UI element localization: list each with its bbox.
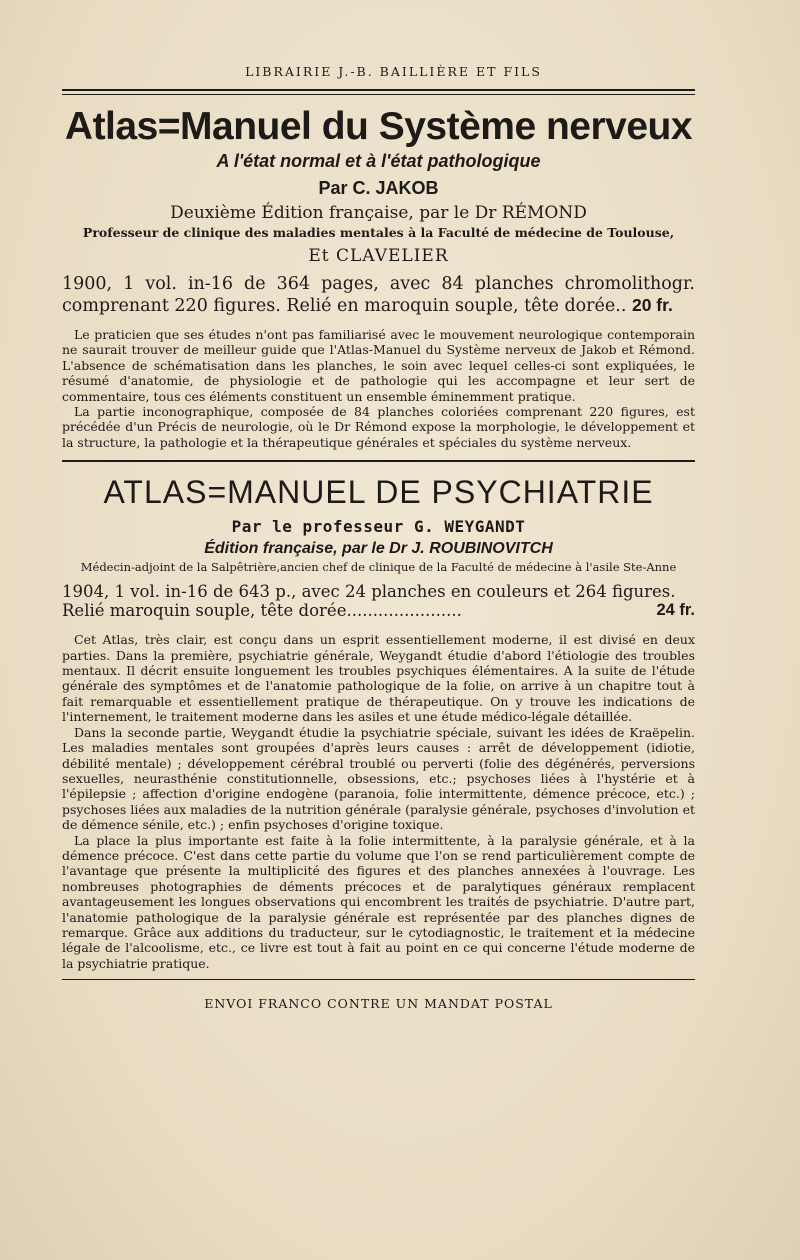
book1-paragraph: Le praticien que ses études n'ont pas familiarisé avec le mouvement neurologique contemporain ne saurait trouver de meilleur guide que l'Atlas-Manuel du Système nerveux de Jakob et Rémond. L'absence de schématisation dans les planches, le soin avec lequel celles-ci sont expliquées, le résumé d'anatomie, de physiologie et de pathologie qui les accompagne et leur sert de commentaire, tous ces éléments constituent un ensemble éminemment pratique. — [62, 327, 695, 404]
book2-paragraph: La place la plus importante est faite à la folie intermittente, à la paralysie générale, et à la démence précoce. C'est dans cette partie du volume que l'on se rend particulièrement compte de l'avantage que présente la multiplicité des figures et des planches annexées à l'ouvrage. Les nombreuses photographies de déments précoces et de paralytiques généraux remplacent avantageusement les longues observations qui encombrent les traités de psychiatrie. D'autre part, l'anatomie pathologique de la paralysie générale est représentée par des planches dignes de remarque. Grâce aux additions du traducteur, sur le cytodiagnostic, le traitement et la médecine légale de l'alcoolisme, etc., ce livre est tout à fait au point en ce qui concerne l'étude moderne de la psychiatrie pratique. — [62, 832, 695, 971]
book2-price: 24 fr. — [656, 601, 695, 620]
book1-section — [62, 105, 695, 450]
book2-edition: Édition française, par le Dr J. ROUBINOVITCH — [204, 540, 553, 558]
book1-author: Par C. JAKOB — [318, 178, 439, 198]
book1-subtitle: A l'état normal et à l'état pathologique — [216, 151, 541, 171]
book2-publication-line2: Relié maroquin souple, tête dorée...................... — [62, 601, 462, 621]
book1-coauthor: Et CLAVELIER — [308, 246, 449, 266]
book2-author: Par le professeur G. WEYGANDT — [231, 517, 526, 537]
book1-professor: Professeur de clinique des maladies mentales à la Faculté de médecine de Toulouse, — [82, 225, 675, 240]
book2-section — [62, 474, 695, 971]
book2-title: ATLAS=MANUEL DE PSYCHIATRIE — [103, 474, 654, 511]
section-rule — [62, 460, 695, 462]
book1-edition: Deuxième Édition française, par le Dr RÉMOND — [170, 203, 587, 223]
book1-title: Atlas=Manuel du Système nerveux — [64, 105, 693, 148]
book2-publication-line1: 1904, 1 vol. in-16 de 643 p., avec 24 planches en couleurs et 264 figures. — [62, 582, 676, 602]
book2-paragraph: Dans la seconde partie, Weygandt étudie la psychiatrie spéciale, suivant les idées de Kraëpelin. Les maladies mentales sont groupées d'après leurs causes : arrêt de développement (idiotie, débilité mentale) ; développement cérébral troublé ou perverti (folie des dégénérés, perversions sexuelles, neurasthénie constitutionnelle, obsessions, etc.; psychoses liées à l'hystérie et à l'épilepsie ; affection d'origine endogène (paranoia, folie intermittente, démence précoce, etc.) ; psychoses liées aux maladies de la nutrition générale (paralysie générale, psychoses d'involution et de démence sénile, etc.) ; enfin psychoses d'origine toxique. — [62, 724, 695, 833]
book2-medecin: Médecin-adjoint de la Salpêtrière,ancien chef de clinique de la Faculté de médecine à l'asile Ste-Anne — [80, 560, 677, 575]
book1-publication-text: 1900, 1 vol. in-16 de 364 pages, avec 84 planches chromolithogr. comprenant 220 figures. Relié en maroquin souple, tête dorée.. — [62, 274, 695, 316]
footer-rule — [62, 979, 695, 980]
header-rule-thin — [62, 94, 695, 95]
header-rule — [62, 89, 695, 91]
book2-publication-line2-row — [62, 601, 695, 620]
book1-publication — [62, 274, 695, 317]
book1-paragraph: La partie inconographique, composée de 84 planches coloriées comprenant 220 figures, est précédée d'un Précis de neurologie, où le Dr Rémond expose la morphologie, le développement et la structure, la pathologie et la thérapeutique générales et spéciales du système nerveux. — [62, 404, 695, 450]
publisher-header: LIBRAIRIE J.-B. BAILLIÈRE ET FILS — [245, 64, 542, 79]
book1-price: 20 fr. — [631, 295, 673, 315]
book2-publication — [62, 582, 695, 620]
book2-paragraph: Cet Atlas, très clair, est conçu dans un esprit essentiellement moderne, il est divisé en deux parties. Dans la première, psychiatrie générale, Weygandt étudie d'abord l'étiologie des troubles mentaux. Il décrit ensuite longuement les troubles psychiques élémentaires. A la suite de l'étude générale des symptômes et de l'anatomie pathologique de la folie, on arrive à un chapitre tout à fait remarquable et essentiellement pratique de thérapeutique. On y trouve les indications de l'internement, le traitement moderne dans les asiles et une étude médico-légale détaillée. — [62, 632, 695, 725]
footer-envoi: ENVOI FRANCO CONTRE UN MANDAT POSTAL — [204, 996, 553, 1012]
